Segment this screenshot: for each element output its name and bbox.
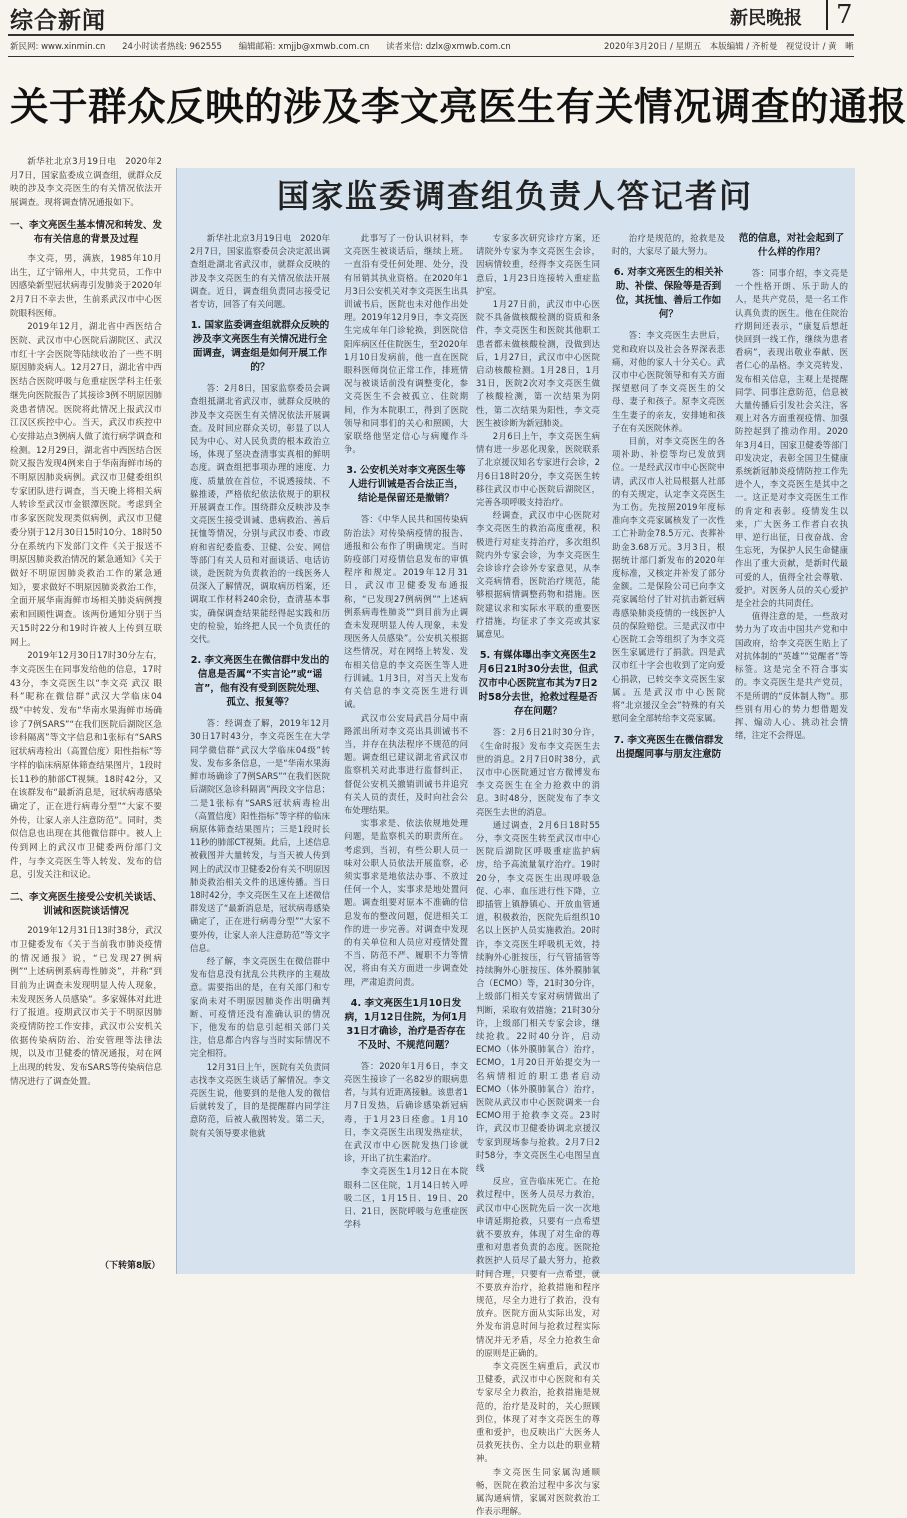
editor-mail-link[interactable]: 编辑邮箱: xmjjb@xmwb.com.cn <box>238 42 370 52</box>
interview-paragraph: 新华社北京3月19日电 2020年2月7日，国家监察委员会决定派出调查组赴湖北省武汉市，就群众反映的涉及李文亮医生的有关情况依法开展调查。近日，调查组负责同志接受记者专访，回答了有关问题。 <box>190 233 330 310</box>
masthead <box>0 0 862 34</box>
date-info: 2020年3月20日 / 星期五 本版编辑 / 齐析曼 视觉设计 / 黄 晰 <box>604 42 854 52</box>
interview-paragraph: 值得注意的是，一些敌对势力为了攻击中国共产党和中国政府，给李文亮医生贴上了对抗体制的“英雄”“觉醒者”等标签。这是完全不符合事实的。李文亮医生是共产党员，不是所谓的“反体制人物”。那些别有用心的势力想借题发挥、煽动人心、挑动社会情绪，注定不会得逞。 <box>735 611 848 741</box>
interview-paragraph: 答：2020年1月6日，李文亮医生接诊了一名82岁的眼病患者，与其有近距离接触。该患者1月7日发热，后确诊感染新冠病毒，于1月23日痊愈。1月10日，李文亮医生出现发热症状，在武汉市中心医院发热门诊就诊，开出了抗生素治疗。 <box>344 1060 468 1164</box>
interview-paragraph: 答：经调查了解，2019年12月30日17时43分，李文亮医生在大学同学微信群“武汉大学临床04级”转发、发布多条信息，一是“华南水果海鲜市场确诊了7例SARS”“在我们医院后湖院区急诊科隔离”两段文字信息；二是1张标有“SARS冠状病毒检出（高置信度）阳性指标”等字样的临床病原体筛查结果图片；三是1段时长11秒的肺部CT视频。此后，上述信息被截图并大量转发，与当天被人传到网上的武汉市卫健委2份有关不明原因肺炎救治相关文件的迅速传播。当日18时42分，李文亮医生又在上述微信群发送了“最新消息是，冠状病毒感染确定了，正在进行病毒分型”“大家不要外传，让家人亲人注意防范”等文字信息。 <box>190 718 330 953</box>
interview-column-3 <box>476 232 600 1517</box>
interview-question: 3. 公安机关对李文亮医生等人进行训诫是否合法正当，结论是保留还是撤销？ <box>346 465 466 505</box>
interview-question: 5. 有媒体曝出李文亮医生2月6日21时30分去世，但武汉市中心医院宣布其为7日2时58分去世，抢救过程是否存在问题？ <box>478 650 598 718</box>
interview-paragraph: 12月31日上午，医院有关负责同志找李文亮医生谈话了解情况。李文亮医生说，他要到的是他人发的微信后就转发了，目的是提醒群内同学注意防范，后被人截图转发。第二天，院有关领导要求他就 <box>190 1061 330 1138</box>
interview-paragraph: 实事求是、依法依规地处理问题，是监察机关的职责所在。考虑到，当初，有些公职人员一味对公职人员依法开展监察，必须实事求是地依法办事、不放过任何一个人，实事求是地处置问题。调查组要对原本不准确的信息发布的整改问题，促进相关工作的进一步完善。对调查中发现的有关单位和人员应对疫情处置不当、防范不严、履职不力等情况，将由有关方面进一步调查处理，严肃追责问责。 <box>344 818 468 987</box>
interview-question: 2. 李文亮医生在微信群中发出的信息是否属“不实言论”或“谣言”，他有没有受到医院处理、孤立、报复等？ <box>190 655 330 709</box>
interview-paragraph: 专家多次研究诊疗方案，还请院外专家为李文亮医生会诊，因病情较重，经得李文亮医生同意后，1月23日连接转入重症监护室。 <box>476 233 600 296</box>
reader-mail-link[interactable]: 读者来信: dzlx@xmwb.com.cn <box>386 42 511 52</box>
newspaper-name: 新民晚报 <box>730 8 802 29</box>
interview-paragraph: 李文亮医生同家属沟通顺畅，医院在救治过程中多次与家属沟通病情，家属对医院救治工作表示理解。 <box>476 1466 600 1517</box>
interview-question: 7. 李文亮医生在微信群发出提醒同事与朋友注意防范的信息，对社会起到了什么样的作用？ <box>613 233 845 760</box>
section-title: 综合新闻 <box>10 7 106 34</box>
left-paragraph: 2019年12月31日13时38分，武汉市卫健委发布《关于当前我市肺炎疫情的情况通报》说，“已发现27例病例”“上述病例系病毒性肺炎”，并称“到目前为止调查未发现明显人传人现象，未发现医务人员感染”。多家媒体对此进行了报道。疫期武汉市关于不明原因肺炎疫情防控工作安排，武汉市公安机关依据传染病防治、治安管理等法律法规，以及市卫健委的情况通报，对在网上出现的转发、发布SARS等传染病信息情况进行了调查处置。 <box>10 926 162 1087</box>
interview-paragraph: 答：同事介绍，李文亮是一个性格开朗、乐于助人的人，是共产党员，是一名工作认真负责的医生。他在住院治疗期间还表示，“康复后想赶快回到一线工作，继续为患者看病”，表现出敬业奉献、医者仁心的品格。李文亮转发、发布相关信息，主观上是提醒同学、同事注意防范，信息被大量传播后引发社会关注，客观上对各方面重视疫情、加强防控起到了推动作用。2020年3月4日，国家卫健委等部门印发决定，表彰全国卫生健康系统新冠肺炎疫情防控工作先进个人，李文亮医生是其中之一。这正是对李文亮医生工作的肯定和表彰。疫情发生以来，广大医务工作者白衣执甲、逆行出征，日夜奋战、舍生忘死，为保护人民生命健康作出了重大贡献，是新时代最可爱的人，值得全社会尊敬、爱护。对医务人员的关心爱护是全社会的共同责任。 <box>735 268 848 609</box>
interview-paragraph: 经了解，李文亮医生在微信群中发布信息没有扰乱公共秩序的主观故意。需要指出的是，在有关部门和专家尚未对不明原因肺炎作出明确判断、可疫情还没有准确认识的情况下，他发布的信息引起相关部门关注，信息都合内容与当时实际情况不完全相符。 <box>190 955 330 1059</box>
continued-note: （下转第8版） <box>100 1261 161 1271</box>
interview-paragraph: 1月27日前，武汉市中心医院不具备做核酸检测的资质和条件，李文亮医生和医院其他职工患者都未做核酸检测，没做到达后，1月27日，武汉市中心医院启动核酸检测。1月28日，1月31日，医院2次对李文亮医生做了核酸检测，第一次结果为阴性，第二次结果为阳性，李文亮医生被诊断为新冠肺炎。 <box>476 299 600 428</box>
top-rule <box>8 34 854 36</box>
info-rule <box>8 56 854 57</box>
interview-column-2 <box>344 232 468 1272</box>
info-bar <box>10 40 852 52</box>
interview-paragraph: 治疗是规范的，抢救是及时的，大家尽了最大努力。 <box>612 233 725 257</box>
interview-paragraph: 答：2月6日21时30分许，《生命时报》发布李文亮医生去世的消息。2月7日0时38分，武汉市中心医院通过官方微博发布李文亮医生在全力抢救中的消息。3时48分，医院发布了李文亮医生去世的消息。 <box>476 727 600 817</box>
interview-question: 1. 国家监委调查组就群众反映的涉及李文亮医生有关情况进行全面调查，调查组是如何开展工作的？ <box>190 320 330 374</box>
interview-paragraph: 答：李文亮医生去世后，党和政府以及社会各界深表悲痛，对他的家人十分关心。武汉市中心医院领导和有关方面探望慰问了李文亮医生的父母、妻子和孩子。原李文亮医生生妻子的亲友，安排她和孩子在有关医院休养。 <box>612 330 725 433</box>
left-paragraph: 李文亮，男，满族，1985年10月出生，辽宁锦州人，中共党员，工作中因感染新型冠状病毒引发肺炎于2020年2月7日不幸去世，生前系武汉市中心医院眼科医师。 <box>10 253 162 319</box>
interview-paragraph: 答：2月8日，国家监察委员会调查组抵湖北省武汉市，就群众反映的涉及李文亮医生有关情况依法开展调查。及时回应群众关切，彰显了以人民为中心、对人民负责的根本政治立场，体现了坚决查清事实真相的鲜明态度。调查组把事项办理的速度、力度、质量放在首位，不说透接续、不躲推诿，严格依纪依法依规于的职权开展调查工作。围绕群众反映涉及李文亮医生接受训诫、患病救治、善后抚恤等情况，分别与武汉市委、市政府和省纪委监委、卫健、公安、网信等部门有关人员和对面谈话、电话访谈，赴医院为负责救治的一线医务人员深入了解情况，调取病历档案，还调取工作材料240余份，查清基本事实，确保调查结果能经得起实践和历史的检验，始终把人民一个负责任的交代。 <box>190 383 330 645</box>
interview-title: 国家监委调查组负责人答记者问 <box>276 177 753 215</box>
interview-question: 4. 李文亮医生1月10日发病，1月12日住院，为何1月31日才确诊，治疗是否存在不及时、不规范问题？ <box>344 997 468 1051</box>
interview-question: 6. 对李文亮医生的相关补助、补偿、保险等是否到位，其抚恤、善后工作如何？ <box>613 267 724 321</box>
interview-paragraph: 李文亮医生1月12日在本院眼科二区住院，1月14日转入呼吸二区，1月15日、19日、20日、21日，医院呼吸与危重症医学科 <box>344 1166 468 1230</box>
interview-paragraph: 武汉市公安局武昌分局中南路派出所对李文亮出具训诫书不当，并存在执法程序不规范的问题。调查组已建议湖北省武汉市监察机关对此事进行监督纠正，督促公安机关撤销训诫书并追究有关人员的责任，及时向社会公布处理结果。 <box>344 712 468 815</box>
left-article-column <box>10 156 162 1262</box>
page-number: 7 <box>826 0 853 30</box>
interview-paragraph: 目前，对李文亮医生的各项补助、补偿等均已发放到位。一是经武汉市中心医院申请，武汉市人社局根据人社部的有关规定，认定李文亮医生为工伤。先按照2019年度标准向李文亮家属核发了一次性工亡补助金78.5万元、丧葬补助金3.68万元。3月3日，根据统计部门新发布的2020年度标准，又核定并补发了部分金额。二是保险公司已向李文亮家属给付了针对抗击新冠病毒感染肺炎疫情的一线医护人员的保险赔偿。三是武汉市中心医院工会等组织了为李文亮医生家属进行了捐款。四是武汉市红十字会也收到了定向爱心捐款，已转交李文亮医生家属。五是武汉市中心医院将“北京援汉全会”特殊的有关慰问金全部转给李文亮家属。 <box>612 436 725 724</box>
interview-paragraph: 反应，宣告临床死亡。在抢救过程中，医务人员尽力救治，武汉市中心医院先后一次一次地申请延期抢救，只要有一点希望就不要放弃，体现了对生命的尊重和对患者负责的态度。医院抢救医护人员尽了最大努力，抢救时间合理，只要有一点希望，就不要放弃治疗，抢救措施和程序规范，尽全力进行了救治，没有放弃。医院方面从实际出发，对外发布消息时间与抢救过程实际情况并无矛盾，尽全力抢救生命的原则是正确的。 <box>476 1176 600 1358</box>
interview-paragraph: 2月6日上午，李文亮医生病情有进一步恶化现象，医院联系了北京援汉知名专家进行会诊，2月6日18时20分，李文亮医生转移往武汉市中心医院后湖院区，完善各项呼吸支持治疗。 <box>476 431 600 508</box>
interview-paragraph: 此事写了一份认识材料，李文亮医生被谈话后，继续上班。一直沿有受任何处理、处分，没有吊销其执业资格。在2020年1月3日公安机关对李文亮医生出具训诫书后，医院也未对他作出处理。2019年12月9日，李文亮医生完成年年门诊轮换，到医院信阳库病区任住院医生，至2020年1月10日发病前，他一直在医院眼科医师岗位正常工作，排班情况与被谈话前没有调整变化，参文亮医生不会被孤立、住院期间，作为本院职工，得到了医院领导和同事们的关心和照顾，大家联络他坚定信心与病魔作斗争。 <box>344 233 468 455</box>
left-subheading: 二、李文亮医生接受公安机关谈话、训诫和医院谈话情况 <box>10 892 163 918</box>
interview-paragraph: 经调查，武汉市中心医院对李文亮医生的救治高度重视，积极进行对症支持治疗，多次组织院内外专家会诊，为李文亮医生会诊诊疗会诊外专家意见，从李文亮病情看，医院治疗规范，能够根据病情调整药物和措施。医院建议求和实际水平联的重要医疗措施，均征求了李文亮或其家属意见。 <box>476 510 600 640</box>
page-headline: 关于群众反映的涉及李文亮医生有关情况调查的通报 <box>10 85 907 130</box>
hotline-text: 24小时读者热线: 962555 <box>122 42 222 52</box>
interview-paragraph: 李文亮医生病重后，武汉市卫健委，武汉市中心医院和有关专家尽全力救治，抢救措施是规范的，治疗是及时的，关心照顾到位，体现了对李文亮医生的尊重和爱护，也反映出广大医务人员救死扶伤、全力以赴的职业精神。 <box>476 1361 600 1464</box>
left-paragraph: 2019年12月30日17时30分左右，李文亮医生在同事发给他的信息，17时43分，李文亮医生以“李文亮 武汉 眼科”昵称在微信群“武汉大学临床04级”中转发、发布“华南水果海鲜市场确诊了7例SARS”“在我们医院后湖院区急诊科隔离”等文字信息和1张标有“SARS冠状病毒检出（高置信度）阳性指标”等字样的临床病原体筛查结果图片，1段时长11秒的肺部CT视频。18时42分，又在该群发布“最新消息是，冠状病毒感染确定了，正在进行病毒分型”“大家不要外传，让家人亲人注意防范”。同时，类似信息也出现在其他微信群中。被人上传到网上的武汉市卫健委两份部门文件，与李文亮医生等人转发、发布的信息，引发关注和议论。 <box>10 651 162 881</box>
left-subheading: 一、李文亮医生基本情况和转发、发布有关信息的背景及过程 <box>10 219 163 245</box>
interview-paragraph: 答：《中华人民共和国传染病防治法》对传染病疫情的报告、通报和公布作了明确规定。当时防疫部门对疫情信息发布的审慎程序和规定。2019年12月31日，武汉市卫健委发布通报称，“已发现27例病例”“上述病例系病毒性肺炎”“到目前为止调查未发现明显人传人现象，未发现医务人员感染”。公安机关根据这些情况，对在网络上转发、发布相关信息的李文亮医生等人进行训诫。1月3日，对当天上发布有关信息的李文亮医生进行训诫。 <box>344 514 468 710</box>
left-paragraph: 新华社北京3月19日电 2020年2月7日，国家监委成立调查组，就群众反映的涉及李文亮医生的有关情况依法开展调查。现将调查情况通报如下。 <box>10 157 162 209</box>
website-link[interactable]: 新民网: www.xinmin.cn <box>10 42 106 52</box>
left-paragraph: 2019年12月，湖北省中西医结合医院、武汉市中心医院后湖院区、武汉市红十字会医院等陆续收治了一些不明原因肺炎病人。12月27日，湖北省中西医结合医院呼吸与危重症医学科主任张继先向医院报告了其接诊3例不明原因肺炎患者情况。医院将此情况上报武汉市江汉区疾控中心。当天，武汉市疾控中心安排站点3例病人做了流行病学调查和检测。12月29日，湖北省中西医结合医院又报告发现4例来自于华南海鲜市场的不明原因肺炎病例。武汉市卫健委组织专家团队进行调查，当天晚上将相关病人转诊至武汉市金银潭医院。考虑到全市多家医院发现类似病例，武汉市卫健委分别于12月30日15时10分、18时50分在系统内下发部门文件《关于报送不明原因肺炎救治情况的紧急通知》《关于做好不明原因肺炎救治工作的紧急通知》，要求做好不明原因肺炎救治工作，全面开展华南海鲜市场相关肺炎病例搜索和回顾性调查。该两份通知分别于当天15时22分和19时许被人上传到互联网上。 <box>10 322 162 648</box>
interview-column-5 <box>612 232 848 1272</box>
interview-paragraph: 通过调查，2月6日18时55分，李文亮医生转至武汉市中心医院后湖院区呼吸重症监护病房，给予高流量氧疗治疗。19时20分，李文亮医生出现呼吸急促、心率、血压进行性下降，立即插管上镇静镇心、开放血管通道，积极救治，医院先后组织10名以上医护人员实施救治。20时许，李文亮医生呼吸机无效，持续胸外心脏按压，行气管插管等持续胸外心脏按压、体外膜肺氧合（ECMO）等，21时30分许，上级部门相关专家对病情做出了判断，采取有效措施；21时30分许，上级部门相关专家会诊，继续抢救。22时40分许，启动ECMO（体外膜肺氧合）治疗，ECMO，1月20日开始提交为一名病情相近的职工患者启动ECMO（体外膜肺氧合）治疗，医院从武汉市中心医院调来一台ECMO用于抢救李文亮。23时许，武汉市卫健委协调北京援汉专家到现场参与抢救。2月7日2时58分，李文亮医生心电图呈直线 <box>476 819 600 1173</box>
interview-column-1 <box>190 232 330 1272</box>
